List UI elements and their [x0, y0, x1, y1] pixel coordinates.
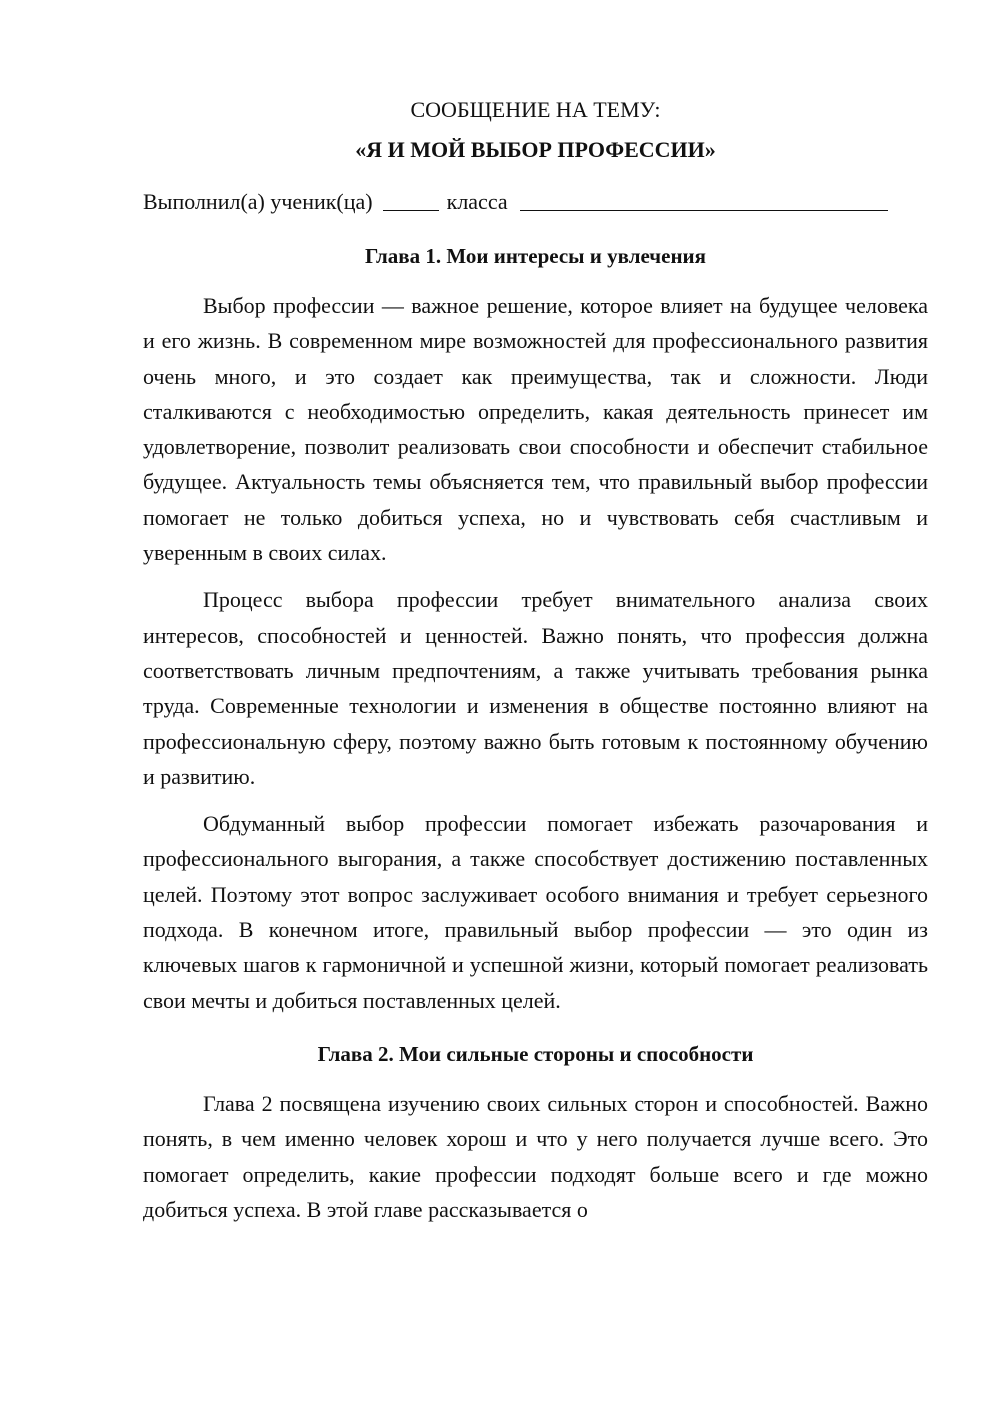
- grade-blank: [383, 188, 439, 211]
- chapter-1-paragraph-2: Процесс выбора профессии требует внимательного анализа своих интересов, способностей и ценностей. Важно понять, что профессия должна соответствовать личным предпочтениям, а также учитывать требования рынка труда. Современные технологии и изменения в обществе постоянно влияют на профессиональную сферу, поэтому важно быть готовым к постоянному обучению и развитию.: [143, 587, 928, 789]
- document-heading-line1: СООБЩЕНИЕ НА ТЕМУ:: [410, 97, 661, 122]
- chapter-1-paragraph-1: Выбор профессии — важное решение, которое влияет на будущее человека и его жизнь. В современном мире возможностей для профессионального развития очень много, и это создает как преимущества, так и сложности. Люди сталкиваются с необходимостью определить, какая деятельность принесет им удовлетворение, позволит реализовать свои способности и обеспечит стабильное будущее. Актуальность темы объясняется тем, что правильный выбор профессии помогает не только добиться успеха, но и чувствовать себя счастливым и уверенным в своих силах.: [143, 293, 928, 566]
- class-label: класса: [446, 189, 508, 214]
- chapter-1-title: Глава 1. Мои интересы и увлечения: [364, 244, 707, 268]
- document-content: [143, 92, 928, 1227]
- chapter-1-paragraph-3: Обдуманный выбор профессии помогает избежать разочарования и профессионального выгорания, а также способствует достижению поставленных целей. Поэтому этот вопрос заслуживает особого внимания и требует серьезного подхода. В конечном итоге, правильный выбор профессии — это один из ключевых шагов к гармоничной и успешной жизни, который помогает реализовать свои мечты и добиться поставленных целей.: [143, 811, 928, 1013]
- student-label: Выполнил(а) ученик(ца): [143, 189, 373, 214]
- student-info-line: [143, 184, 928, 220]
- chapter-2-paragraph-1: Глава 2 посвящена изучению своих сильных сторон и способностей. Важно понять, в чем именно человек хорош и что у него получается лучше всего. Это помогает определить, какие профессии подходят больше всего и где можно добиться успеха. В этой главе рассказывается о: [143, 1090, 928, 1222]
- chapter-2-title: Глава 2. Мои сильные стороны и способности: [317, 1041, 754, 1066]
- name-blank: [520, 188, 888, 211]
- document-title: «Я И МОЙ ВЫБОР ПРОФЕССИИ»: [355, 137, 716, 162]
